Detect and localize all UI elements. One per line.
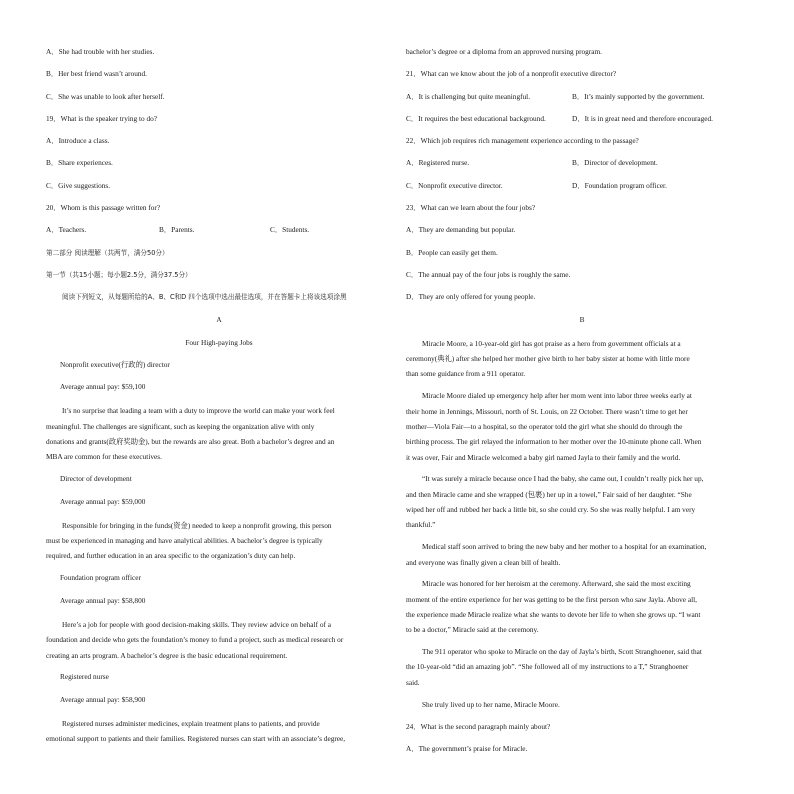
q22-option-c: C．Nonprofit executive director. [406, 180, 503, 190]
q23-option-c: C．The annual pay of the four jobs is roughly the same. [406, 269, 571, 279]
q19-stem: 19．What is the speaker trying to do? [46, 113, 158, 123]
q22-option-d: D．Foundation program officer. [572, 180, 667, 190]
passage-b-paragraph-4: Medical staff soon arrived to bring the new baby and her mother to a hospital for an examination, and everyone was finally given a clean bill of health. [406, 542, 707, 567]
q24-option-a: A．The government’s praise for Miracle. [406, 743, 528, 753]
job2-pay: Average annual pay: $59,000 [60, 496, 146, 506]
q21-options-cd [406, 111, 758, 133]
reading-instruction: 阅读下列短文，从每题所给的A、B、C和D 四个选项中选出最佳选项，并在答题卡上将该选项涂黑 [62, 293, 347, 302]
q20-option-a: A．Teachers. [46, 225, 87, 235]
q22-option-b: B．Director of development. [572, 158, 658, 168]
passage-b-paragraph-5: Miracle was honored for her heroism at the ceremony. Afterward, she said the most exciting moment of the entire experience for her was getting to be the first person who saw Jayla. Above all, the experience made Miracle realize what she wants to devote her life to when she grows up. “I want to be a doctor,” Miracle said at the ceremony. [406, 579, 701, 635]
q18-option-c: C．She was unable to look after herself. [46, 91, 165, 101]
q20-option-b: B．Parents. [159, 225, 195, 235]
job4-description-continued: bachelor’s degree or a diploma from an approved nursing program. [406, 47, 603, 56]
section-2-part-1-heading: 第一节（共15小题；每小题2.5分，满分37.5分） [46, 270, 192, 279]
q18-option-b: B．Her best friend wasn’t around. [46, 69, 147, 79]
q21-option-a: A．It is challenging but quite meaningful. [406, 91, 531, 101]
q20-options [46, 222, 392, 244]
passage-b-paragraph-2: Miracle Moore dialed up emergency help after her mom went into labor three weeks early at their home in Jennings, Missouri, north of St. Louis, on 22 October. There wasn’t time to get her mother—Viola Fair—to a hospital, so the operator told the girl what she should do through the birthing process. The girl relayed the information to her mother over the 10-minute phone call. When it was over, Fair and Miracle welcomed a baby girl named Jayla to their family and the world. [406, 391, 702, 462]
q22-options-cd [406, 178, 758, 200]
q23-option-d: D．They are only offered for young people. [406, 292, 536, 302]
job4-title: Registered nurse [60, 672, 109, 682]
q24-stem: 24．What is the second paragraph mainly about? [406, 721, 551, 731]
passage-b-paragraph-1: Miracle Moore, a 10-year-old girl has got praise as a hero from government officials at a ceremony(典礼) after she helped her mother give birth to her baby sister at home with little more than some guidance from a 911 operator. [406, 338, 690, 379]
job3-title: Foundation program officer [60, 573, 141, 583]
job3-pay: Average annual pay: $58,800 [60, 595, 146, 605]
job4-description: Registered nurses administer medicines, explain treatment plans to patients, and provide emotional support to patients and their families. Registered nurses can start with an associate’s degree, [46, 718, 346, 744]
q20-stem: 20．Whom is this passage written for? [46, 203, 161, 213]
q18-option-a: A．She had trouble with her studies. [46, 47, 155, 56]
q19-option-b: B．Share experiences. [46, 158, 113, 168]
q22-stem: 22．Which job requires rich management experience according to the passage? [406, 136, 639, 146]
passage-b-label: B [579, 314, 585, 324]
job2-title: Director of development [60, 474, 132, 484]
passage-a-label: A [216, 315, 222, 325]
q22-option-a: A．Registered nurse. [406, 158, 470, 168]
q23-option-a: A．They are demanding but popular. [406, 225, 516, 235]
q23-option-b: B．People can easily get them. [406, 247, 498, 257]
job3-description: Here’s a job for people with good decision-making skills. They review advice on behalf of a foundation and decide who gets the foundation’s money to fund a project, such as medical research or creating an arts program. A bachelor’s degree is the basic educational requirement. [46, 619, 344, 660]
q19-option-a: A．Introduce a class. [46, 136, 110, 146]
job1-title: Nonprofit executive(行政的) director [60, 359, 170, 369]
q22-options-ab [406, 155, 758, 177]
q21-stem: 21．What can we know about the job of a nonprofit executive director? [406, 69, 617, 79]
passage-b-paragraph-6: The 911 operator who spoke to Miracle on the day of Jayla’s birth, Scott Stranghoener, said that the 10-year-old “did an amazing job”. “She followed all of my instructions to a T,” Stranghoener said. [406, 647, 702, 687]
passage-a-title: Four High-paying Jobs [185, 337, 253, 347]
job1-pay: Average annual pay: $59,100 [60, 382, 146, 392]
q23-stem: 23．What can we learn about the four jobs? [406, 203, 536, 213]
q21-option-b: B．It’s mainly supported by the government. [572, 91, 705, 101]
q20-option-c: C．Students. [270, 225, 310, 235]
job1-description: It’s no surprise that leading a team with a duty to improve the world can make your work feel meaningful. The challenges are significant, such as keeping the organization alive with only donations and grants(政府奖助金), but the rewards are also great. Both a bachelor’s degree and an MBA are common for these executives. [46, 406, 335, 462]
left-column [46, 44, 392, 753]
job4-pay: Average annual pay: $58,900 [60, 694, 146, 704]
q21-options-ab [406, 89, 758, 111]
passage-b-paragraph-3: “It was surely a miracle because once I had the baby, she came out, I couldn’t really pick her up, and then Miracle came and she wrapped (包裹) her up in a towel,” Fair said of her daughter. “She wiped her off and rubbed her back a little bit, so she could cry. So she was really helpful. I am very thankful.” [406, 474, 704, 530]
q19-option-c: C．Give suggestions. [46, 180, 111, 190]
passage-b-paragraph-7: She truly lived up to her name, Miracle Moore. [422, 699, 560, 709]
section-2-heading: 第二部分 阅读理解（共两节，满分50分） [46, 248, 169, 257]
q21-option-c: C．It requires the best educational background. [406, 113, 546, 123]
right-column [406, 44, 758, 763]
q21-option-d: D．It is in great need and therefore encouraged. [572, 113, 714, 123]
job2-description: Responsible for bringing in the funds(资金) needed to keep a nonprofit growing, this person must be experienced in managing and have analytical abilities. A bachelor’s degree is typically required, and further education in an area specific to the organization’s duty can help. [46, 520, 332, 561]
